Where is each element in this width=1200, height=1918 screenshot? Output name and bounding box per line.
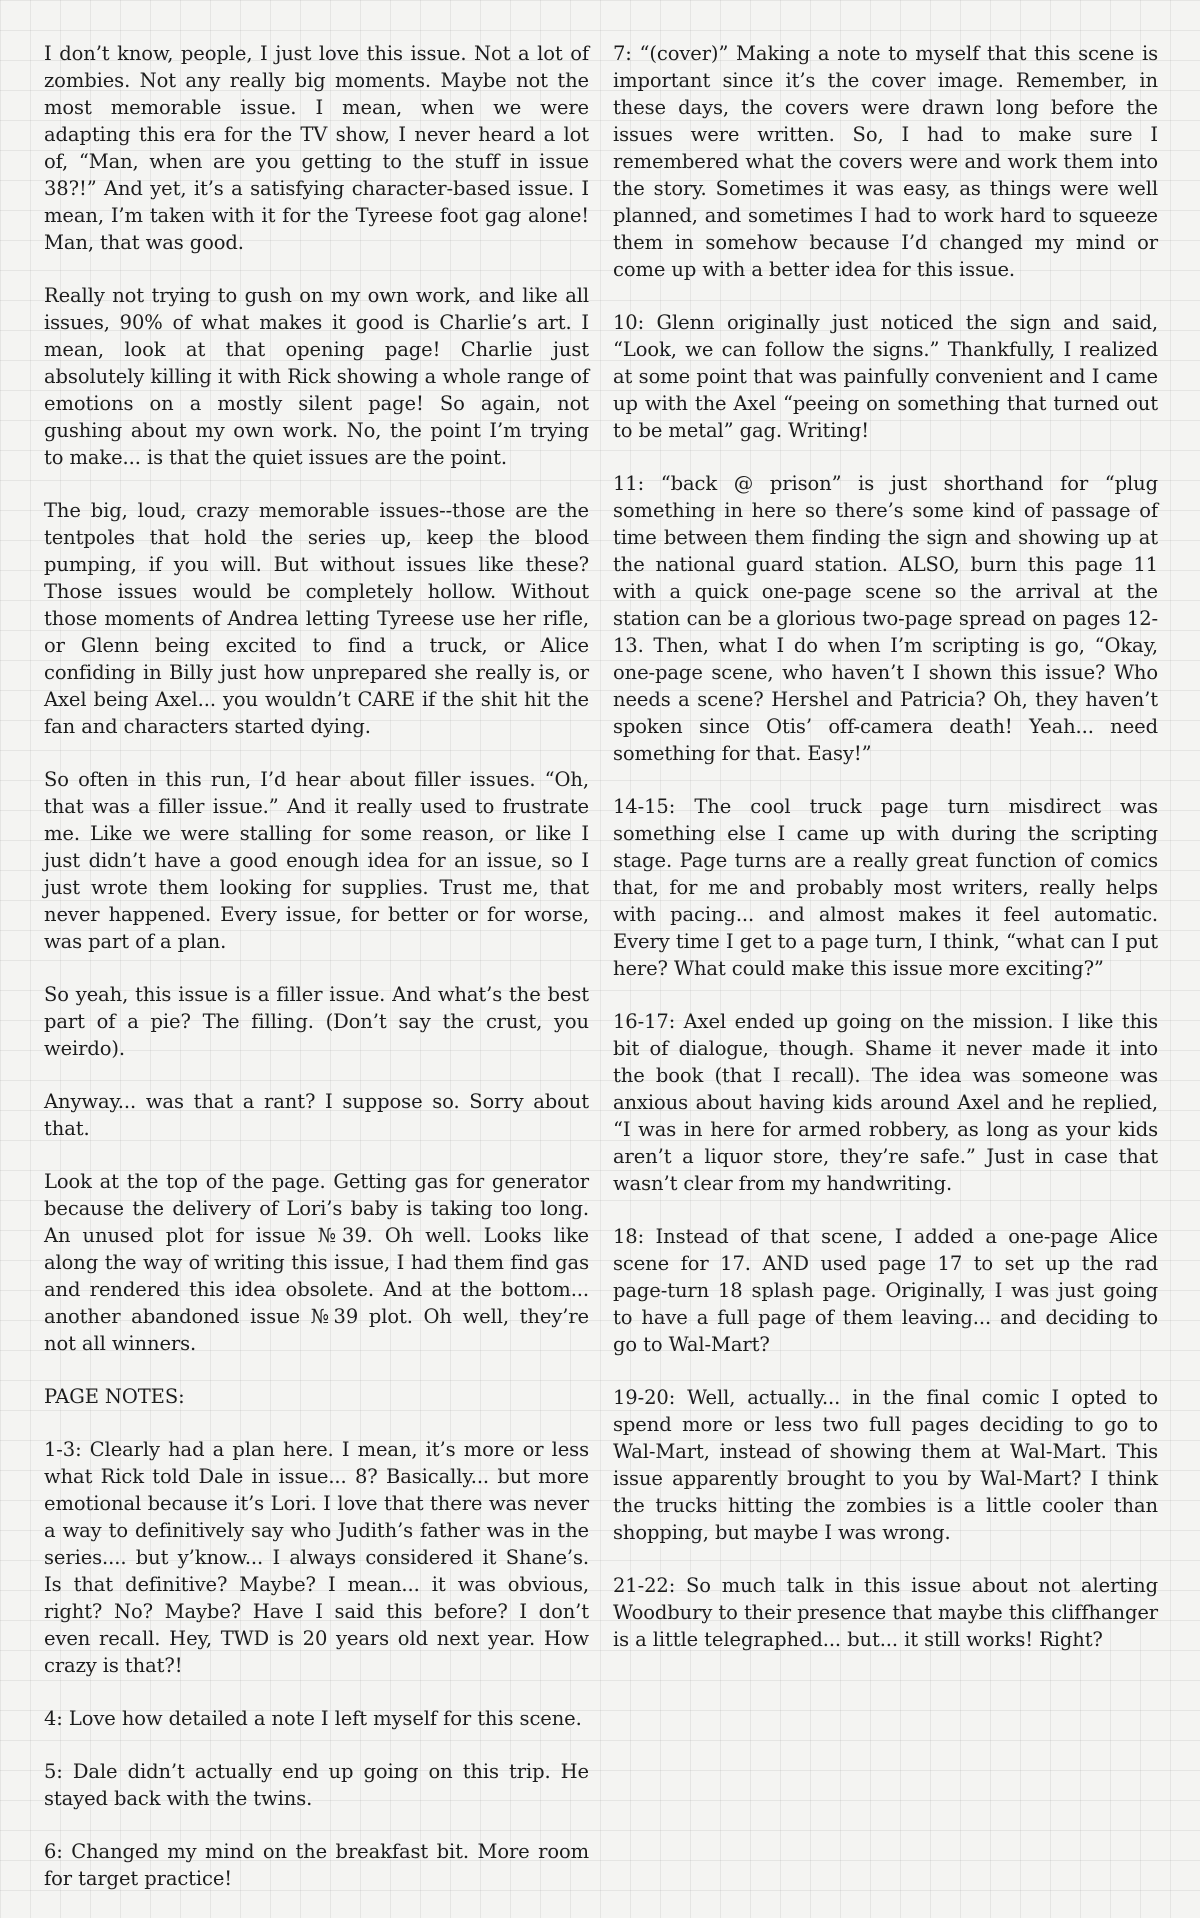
page-note: 4: Love how detailed a note I left myself for this scene. <box>44 1707 582 1730</box>
page-note: 6: Changed my mind on the breakfast bit. More room for target practice! <box>44 1840 589 1890</box>
page-note: 21-22: So much talk in this issue about not alerting Woodbury to their presence that maybe this cliffhanger is a little telegraphed... but... it still works! Right? <box>613 1574 1158 1651</box>
page-note: 7: “(cover)” Making a note to myself that this scene is important since it’s the cover image. Remember, in these days, the covers were drawn long before the issues were written. So, I had to make sure I remembered what the covers were and work them into the story. Sometimes it was easy, as things were well planned, and sometimes I had to work hard to squeeze them in somehow because I’d changed my mind or come up with a better idea for this issue. <box>613 42 1158 281</box>
right-column <box>613 40 1158 1679</box>
paragraph: Really not trying to gush on my own work, and like all issues, 90% of what makes it good is Charlie’s art. I mean, look at that opening page! Charlie just absolutely killing it with Rick showing a whole range of emotions on a mostly silent page! So again, not gushing about my own work. No, the point I’m trying to make... is that the quiet issues are the point. <box>44 284 589 469</box>
page-note: 18: Instead of that scene, I added a one-page Alice scene for 17. AND used page 17 to set up the rad page-turn 18 splash page. Originally, I was just going to have a full page of them leaving... and deciding to go to Wal-Mart? <box>613 1225 1158 1356</box>
page-note: 10: Glenn originally just noticed the sign and said, “Look, we can follow the signs.” Thankfully, I realized at some point that was painfully convenient and I came up with the Axel “peeing on something that turned out to be metal” gag. Writing! <box>613 311 1158 442</box>
page-note: 5: Dale didn’t actually end up going on this trip. He stayed back with the twins. <box>44 1760 589 1810</box>
paragraph: Anyway... was that a rant? I suppose so. Sorry about that. <box>44 1090 589 1140</box>
page-note: 14-15: The cool truck page turn misdirect was something else I came up with during the scripting stage. Page turns are a really great function of comics that, for me and probably most writers, really helps with pacing... and almost makes it feel automatic. Every time I get to a page turn, I think, “what can I put here? What could make this issue more exciting?” <box>613 795 1158 980</box>
left-column <box>44 40 589 1918</box>
paragraph: So yeah, this issue is a filler issue. And what’s the best part of a pie? The filling. (Don’t say the crust, you weirdo). <box>44 983 589 1060</box>
page-note: 19-20: Well, actually... in the final comic I opted to spend more or less two full pages deciding to go to Wal-Mart, instead of showing them at Wal-Mart. This issue apparently brought to you by Wal-Mart? I think the trucks hitting the zombies is a little cooler than shopping, but maybe I was wrong. <box>613 1386 1158 1544</box>
paragraph: The big, loud, crazy memorable issues--those are the tentpoles that hold the series up, keep the blood pumping, if you will. But without issues like these? Those issues would be completely hollow. Without those moments of Andrea letting Tyreese use her rifle, or Glenn being excited to find a truck, or Alice confiding in Billy just how unprepared she really is, or Axel being Axel... you wouldn’t CARE if the shit hit the fan and characters started dying. <box>44 499 589 738</box>
page-note: 16-17: Axel ended up going on the mission. I like this bit of dialogue, though. Shame it never made it into the book (that I recall). The idea was someone was anxious about having kids around Axel and he replied, “I was in here for armed robbery, as long as your kids aren’t a liquor store, they’re safe.” Just in case that wasn’t clear from my handwriting. <box>613 1010 1158 1195</box>
page-note: 11: “back @ prison” is just shorthand for “plug something in here so there’s some kind of passage of time between them finding the sign and showing up at the national guard station. ALSO, burn this page 11 with a quick one-page scene so the arrival at the station can be a glorious two-page spread on pages 12-13. Then, what I do when I’m scripting is go, “Okay, one-page scene, who haven’t I shown this issue? Who needs a scene? Hershel and Patricia? Oh, they haven’t spoken since Otis’ off-camera death! Yeah... need something for that. Easy!” <box>613 472 1158 765</box>
paragraph: So often in this run, I’d hear about filler issues. “Oh, that was a filler issue.” And it really used to frustrate me. Like we were stalling for some reason, or like I just didn’t have a good enough idea for an issue, so I just wrote them looking for supplies. Trust me, that never happened. Every issue, for better or for worse, was part of a plan. <box>44 768 589 953</box>
page-note: 1-3: Clearly had a plan here. I mean, it’s more or less what Rick told Dale in issue... 8? Basically... but more emotional because it’s Lori. I love that there was never a way to definitively say who Judith’s father was in the series.... but y’know... I always considered it Shane’s. Is that definitive? Maybe? I mean... it was obvious, right? No? Maybe? Have I said this before? I don’t even recall. Hey, TWD is 20 years old next year. How crazy is that?! <box>44 1438 589 1677</box>
paragraph: Look at the top of the page. Getting gas for generator because the delivery of Lori’s baby is taking too long. An unused plot for issue №39. Oh well. Looks like along the way of writing this issue, I had them find gas and rendered this idea obsolete. And at the bottom... another abandoned issue №39 plot. Oh well, they’re not all winners. <box>44 1170 589 1355</box>
paragraph: I don’t know, people, I just love this issue. Not a lot of zombies. Not any really big moments. Maybe not the most memorable issue. I mean, when we were adapting this era for the TV show, I never heard a lot of, “Man, when are you getting to the stuff in issue 38?!” And yet, it’s a satisfying character-based issue. I mean, I’m taken with it for the Tyreese foot gag alone! Man, that was good. <box>44 42 589 254</box>
page-notes-heading: PAGE NOTES: <box>44 1385 185 1408</box>
